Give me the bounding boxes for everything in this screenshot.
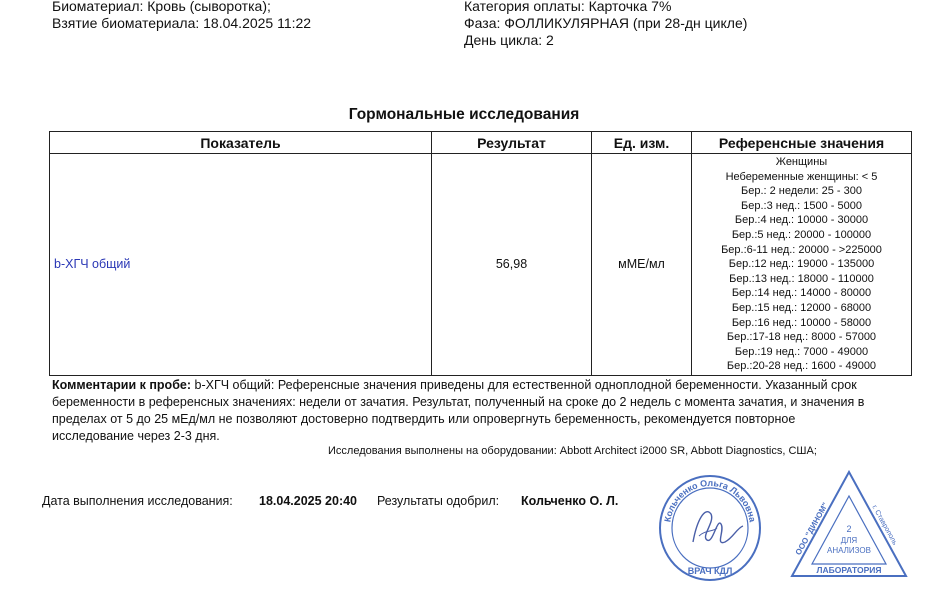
reference-line: Бер.:15 нед.: 12000 - 68000 — [731, 301, 872, 314]
header-collection-time: Взятие биоматериала: 18.04.2025 11:22 — [52, 15, 312, 31]
completion-date-label: Дата выполнения исследования: — [42, 494, 233, 508]
reference-line: Небеременные женщины: < 5 — [725, 170, 878, 183]
completion-date-value: 18.04.2025 20:40 — [259, 494, 358, 508]
stamp-bottom-text: ЛАБОРАТОРИЯ — [816, 565, 882, 575]
approved-by-label: Результаты одобрил: — [377, 494, 500, 508]
header-biomaterial: Биоматериал: Кровь (сыворотка); — [52, 0, 271, 14]
reference-line: Бер.:20-28 нед.: 1600 - 49000 — [726, 360, 877, 373]
header-payment-category: Категория оплаты: Карточка 7% — [464, 0, 672, 14]
stamp-outer-ring — [660, 476, 760, 580]
column-header-parameter: Показатель — [50, 132, 432, 154]
lab-stamp — [788, 468, 910, 582]
sample-comment — [52, 377, 872, 445]
column-header-result: Результат — [432, 132, 592, 154]
doctor-stamp — [655, 470, 763, 582]
reference-line: Бер.:12 нед.: 19000 - 135000 — [728, 258, 875, 271]
reference-line: Женщины — [775, 156, 828, 168]
parameter-name: b-ХГЧ общий — [50, 154, 432, 376]
approved-by-value: Кольченко О. Л. — [521, 494, 619, 508]
reference-line: Бер.:13 нед.: 18000 - 110000 — [729, 272, 874, 285]
section-title: Гормональные исследования — [348, 106, 580, 123]
reference-line: Бер.:19 нед.: 7000 - 49000 — [734, 345, 869, 358]
header-phase: Фаза: ФОЛЛИКУЛЯРНАЯ (при 28-дн цикле) — [464, 15, 748, 31]
results-table — [49, 131, 912, 376]
table-row — [50, 154, 912, 376]
reference-line: Бер.:16 нед.: 10000 - 58000 — [731, 316, 872, 329]
reference-line: Бер.: 2 недели: 25 - 300 — [741, 185, 862, 198]
stamp-right-text: г. Ставрополь — [870, 504, 899, 547]
table-header-row — [50, 132, 912, 154]
stamp-center-text-1: ДЛЯ — [840, 536, 858, 545]
stamp-center-text-2: АНАЛИЗОВ — [827, 546, 871, 555]
column-header-unit: Ед. изм. — [592, 132, 692, 154]
stamp-left-text: ООО "ДИНОМ" — [793, 500, 830, 557]
signature-scribble — [693, 512, 743, 543]
reference-line: Бер.:14 нед.: 14000 - 80000 — [731, 287, 872, 300]
result-value: 56,98 — [432, 154, 592, 376]
stamp-ring-text: Кольченко Ольга Львовна — [662, 477, 758, 523]
comment-text: b-ХГЧ общий: Референсные значения приведены для естественной одноплодной беременности. Указанный срок беременности в референсных значениях: недели от зачатия. Результат, полученный на сроке до 2 недель с момента зачатия, и значения в пределах от 5 до 25 мЕд/мл не позволяют достоверно подтвердить или опровергнуть беременность, рекомендуется повторное исследование через 2-3 дня. — [52, 378, 865, 443]
equipment-note: Исследования выполнены на оборудовании: Abbott Architect i2000 SR, Abbott Diagnostics, США; — [328, 445, 817, 457]
header-cycle-day: День цикла: 2 — [464, 32, 554, 48]
reference-line: Бер.:6-11 нед.: 20000 - >225000 — [721, 243, 882, 256]
stamp-number: 2 — [846, 524, 852, 534]
unit-value: мМЕ/мл — [592, 154, 692, 376]
reference-line: Бер.:4 нед.: 10000 - 30000 — [734, 214, 869, 227]
reference-line: Бер.:5 нед.: 20000 - 100000 — [731, 228, 872, 241]
stamp-bottom-text: ВРАЧ КДЛ — [687, 566, 733, 576]
reference-values — [692, 154, 912, 376]
stamp-inner-ring — [672, 488, 748, 568]
comment-label: Комментарии к пробе: — [52, 378, 192, 392]
reference-line: Бер.:3 нед.: 1500 - 5000 — [741, 199, 862, 212]
column-header-reference: Референсные значения — [692, 132, 912, 154]
reference-line: Бер.:17-18 нед.: 8000 - 57000 — [726, 331, 877, 344]
